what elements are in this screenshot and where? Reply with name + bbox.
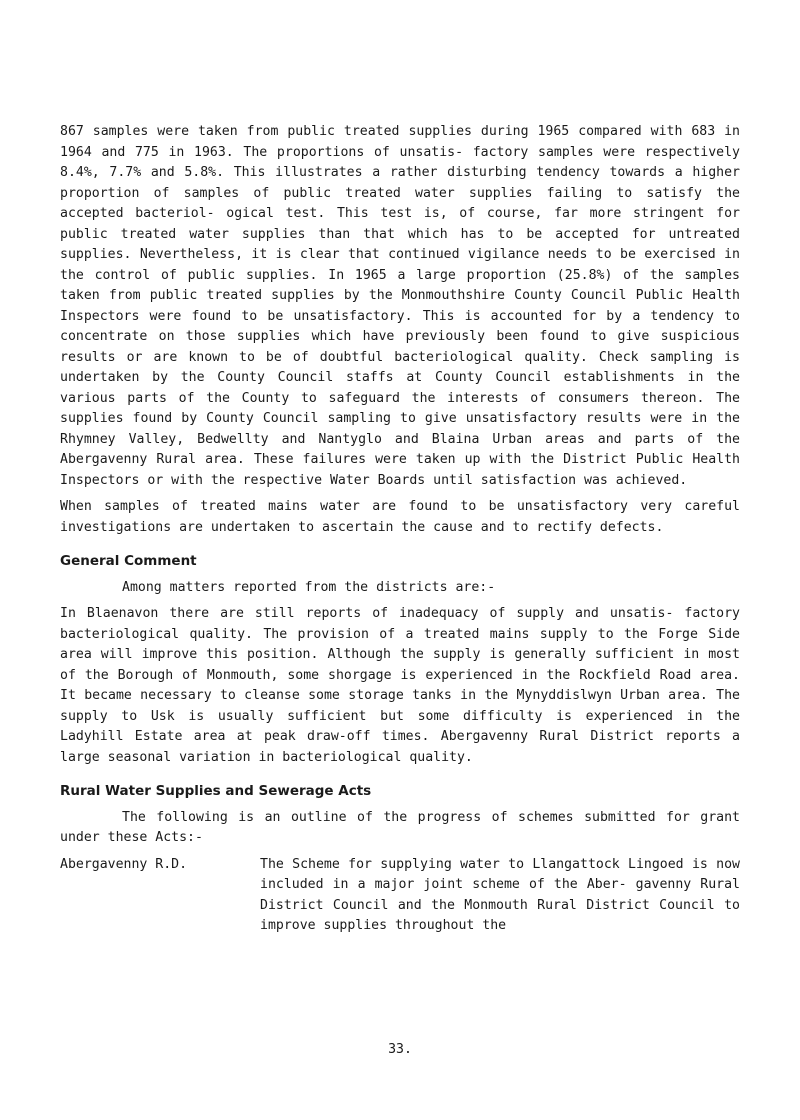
page-number: 33. (388, 1042, 412, 1057)
scheme-entry (60, 855, 740, 937)
scheme-entry-description: The Scheme for supplying water to Llangattock Lingoed is now included in a major joint scheme of the Aber- gavenny Rural District Council and the Monmouth Rural District Council to improve supplies throughout the (260, 856, 740, 933)
paragraph-samples: 867 samples were taken from public treated supplies during 1965 compared with 683 in 1964 and 775 in 1963. The proportions of unsatis- factory samples were respectively 8.4%, 7.7% and 5.8%. This illustrates a rather disturbing tendency towards a higher proportion of samples of public treated water supplies failing to satisfy the accepted bacteriol- ogical test. This test is, of course, far more stringent for public treated water supplies than that which has to be accepted for untreated supplies. Nevertheless, it is clear that continued vigilance needs to be exercised in the control of public supplies. In 1965 a large proportion (25.8%) of the samples taken from public treated supplies by the Monmouthshire County Council Public Health Inspectors were found to be unsatisfactory. This is accounted for by a tendency to concentrate on those supplies which have previously been found to give suspicious results or are known to be of doubtful bacteriological quality. Check sampling is undertaken by the County Council staffs at County Council establishments in the various parts of the County to safeguard the interests of consumers thereon. The supplies found by County Council sampling to give unsatisfactory results were in the Rhymney Valley, Bedwellty and Nantyglo and Blaina Urban areas and parts of the Abergavenny Rural area. These failures were taken up with the District Public Health Inspectors or with the respective Water Boards until satisfaction was achieved. (60, 124, 740, 488)
heading-general-comment: General Comment (60, 553, 197, 569)
scheme-entry-district: Abergavenny R.D. (60, 856, 188, 872)
paragraph-district-reports: In Blaenavon there are still reports of inadequacy of supply and unsatis- factory bacteriological quality. The provision of a treated mains supply to the Forge Side area will improve this position. Although the supply is generally sufficient in most of the Borough of Monmouth, some shorgage is experienced in the Rockfield Road area. It became necessary to cleanse some storage tanks in the Mynyddislwyn Urban area. The supply to Usk is usually sufficient but some difficulty is experienced in the Ladyhill Estate area at peak draw-off times. Abergavenny Rural District reports a large seasonal variation in bacteriological quality. (60, 606, 740, 765)
paragraph-matters-intro: Among matters reported from the districts are:- (122, 579, 496, 595)
heading-rural-water-acts: Rural Water Supplies and Sewerage Acts (60, 783, 372, 799)
paragraph-schemes-intro: The following is an outline of the progress of schemes submitted for grant under these Acts:- (60, 809, 740, 845)
document-page (60, 122, 740, 937)
paragraph-investigations: When samples of treated mains water are found to be unsatisfactory very careful investigations are undertaken to ascertain the cause and to rectify defects. (60, 499, 740, 535)
